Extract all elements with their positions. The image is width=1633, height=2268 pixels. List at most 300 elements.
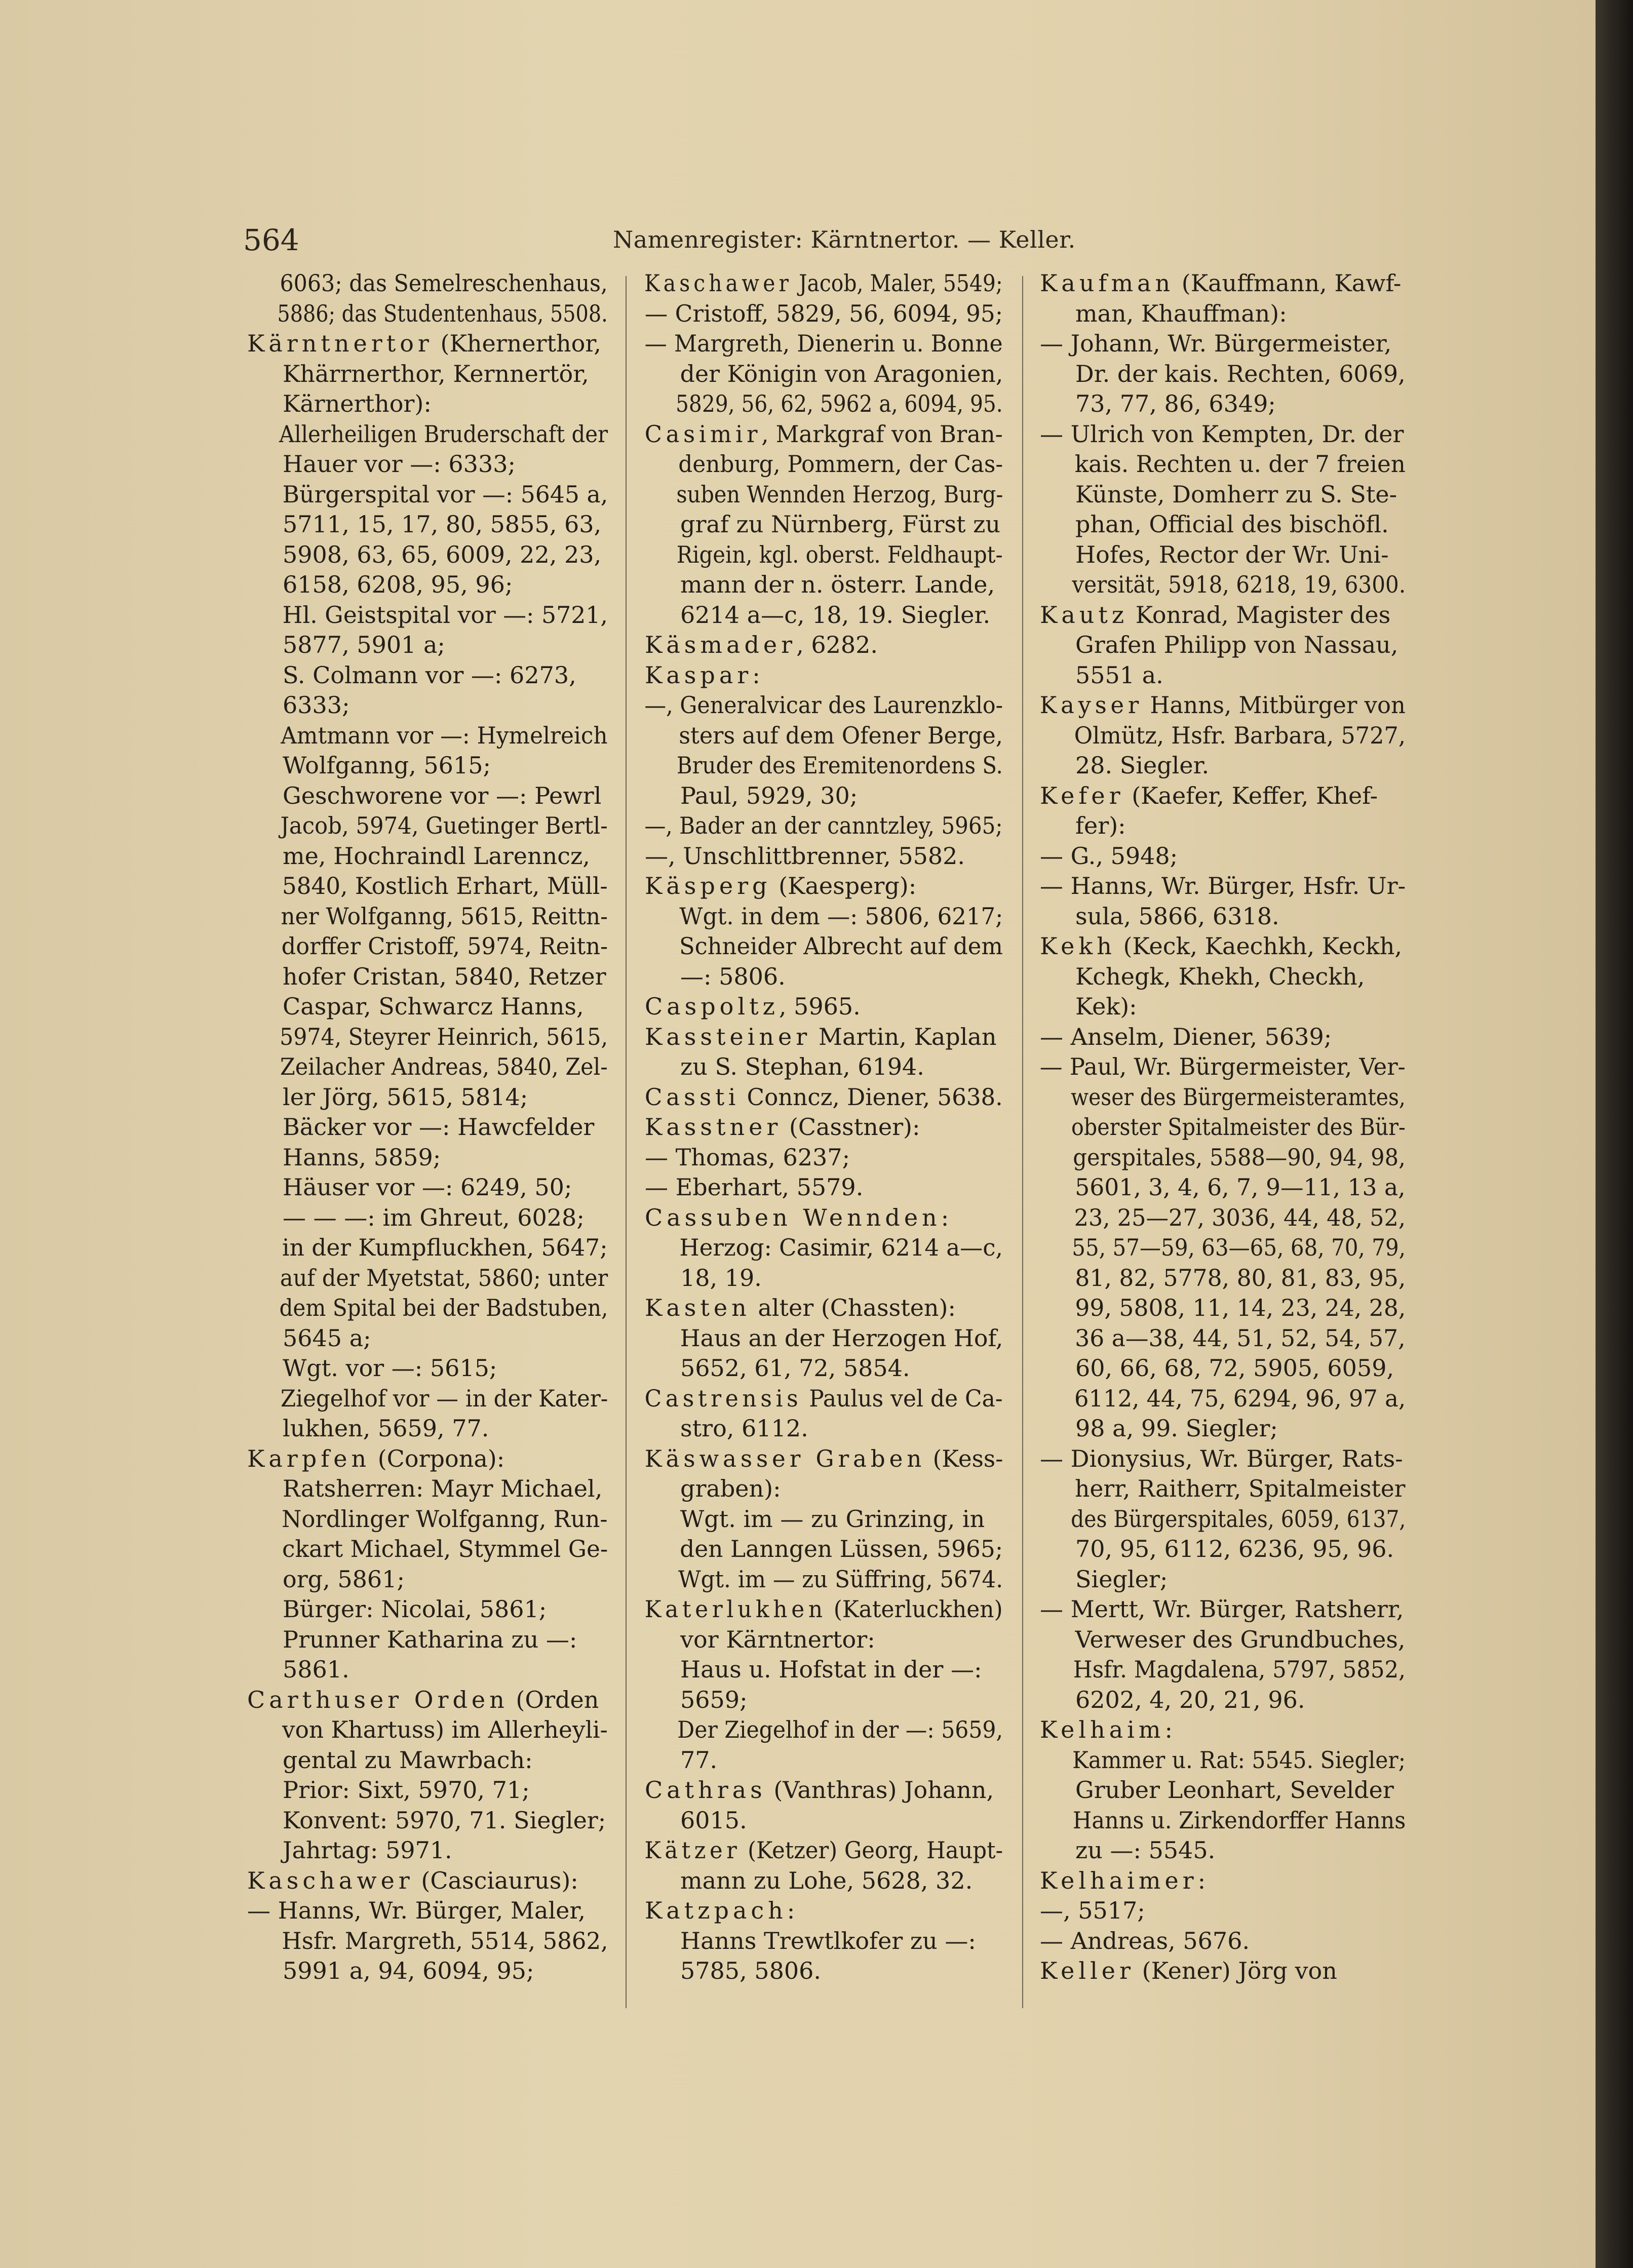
entry-text: der Königin von Aragonien, bbox=[680, 360, 1003, 387]
entry-text: — Dionysius, Wr. Bürger, Rats- bbox=[1040, 1444, 1403, 1472]
entry-headword: Castrensis bbox=[644, 1384, 802, 1412]
index-continuation-line bbox=[641, 1565, 1003, 1595]
entry-text: — Ulrich von Kempten, Dr. der bbox=[1040, 420, 1404, 448]
entry-text: : bbox=[752, 661, 760, 689]
entry-headword: Kasstner bbox=[645, 1113, 782, 1141]
index-continuation-line bbox=[243, 299, 608, 329]
entry-text: 6202, 4, 20, 21, 96. bbox=[1075, 1686, 1305, 1713]
entry-headword: Cathras bbox=[645, 1776, 766, 1804]
entry-text: Kek): bbox=[1075, 993, 1137, 1020]
index-continuation-line bbox=[641, 1233, 1003, 1263]
entry-text: Kchegk, Khekh, Checkh, bbox=[1075, 962, 1365, 990]
entry-text: (Casstner): bbox=[782, 1113, 920, 1141]
index-continuation-line bbox=[243, 781, 608, 811]
entry-text: Der Ziegelhof in der —: 5659, bbox=[677, 1716, 1003, 1743]
index-continuation-line bbox=[641, 1534, 1003, 1565]
index-continuation-line bbox=[641, 449, 1003, 480]
index-continuation-line bbox=[1036, 1806, 1406, 1836]
entry-text: Ziegelhof vor — in der Kater- bbox=[280, 1384, 608, 1412]
entry-text: —, Unschlittbrenner, 5582. bbox=[645, 842, 965, 870]
index-continuation-line bbox=[641, 389, 1003, 419]
index-continuation-line bbox=[641, 600, 1003, 631]
entry-headword: Kasten bbox=[645, 1294, 751, 1321]
entry-text: Hanns, 5859; bbox=[283, 1143, 441, 1171]
entry-text: Kärnerthor): bbox=[283, 390, 432, 417]
column-divider-1 bbox=[626, 276, 627, 2008]
entry-headword: Käsmader bbox=[645, 631, 797, 658]
index-continuation-line bbox=[641, 690, 1003, 721]
index-entry-line bbox=[641, 871, 1003, 902]
entry-text: herr, Raitherr, Spitalmeister bbox=[1075, 1475, 1406, 1502]
entry-text: 98 a, 99. Siegler; bbox=[1075, 1415, 1278, 1442]
entry-headword: Kätzer bbox=[644, 1836, 741, 1864]
index-entry-line bbox=[243, 329, 608, 359]
index-entry-line bbox=[1036, 1715, 1406, 1745]
index-entry-line bbox=[641, 419, 1003, 450]
entry-text: 6214 a—c, 18, 19. Siegler. bbox=[680, 601, 991, 629]
index-continuation-line bbox=[641, 1353, 1003, 1384]
entry-headword: Kayser bbox=[1039, 691, 1143, 719]
index-continuation-line bbox=[243, 1353, 608, 1384]
entry-text: graf zu Nürnberg, Fürst zu bbox=[680, 511, 1000, 538]
entry-text: : bbox=[787, 1897, 795, 1924]
entry-text: man, Khauffman): bbox=[1075, 299, 1287, 327]
entry-text: gerspitales, 5588—90, 94, 98, bbox=[1073, 1143, 1406, 1171]
index-continuation-line bbox=[641, 359, 1001, 389]
index-entry-line bbox=[243, 1444, 608, 1474]
entry-text: Siegler; bbox=[1075, 1565, 1168, 1593]
index-continuation-line bbox=[243, 1022, 608, 1052]
index-entry-line bbox=[641, 1775, 1003, 1806]
entry-text: Hofes, Rector der Wr. Uni- bbox=[1075, 540, 1389, 568]
entry-text: Hanns Trewtlkofer zu —: bbox=[680, 1927, 976, 1954]
entry-text: des Bürgerspitales, 6059, 6137, bbox=[1071, 1505, 1406, 1533]
index-continuation-line bbox=[1036, 1414, 1406, 1444]
entry-headword: Casimir bbox=[644, 420, 762, 448]
index-continuation-line bbox=[243, 841, 608, 872]
index-continuation-line bbox=[243, 1625, 608, 1655]
entry-text: Kammer u. Rat: 5545. Siegler; bbox=[1072, 1746, 1406, 1774]
entry-headword: Kaschawer bbox=[644, 269, 793, 297]
index-continuation-line bbox=[1036, 871, 1405, 902]
index-entry-line bbox=[641, 1835, 1003, 1866]
entry-text: 5974, Steyrer Heinrich, 5615, bbox=[280, 1023, 608, 1050]
index-continuation-line bbox=[641, 299, 1003, 329]
index-continuation-line bbox=[1036, 1444, 1406, 1474]
entry-text: zu —: 5545. bbox=[1075, 1836, 1216, 1864]
entry-text: stro, 6112. bbox=[680, 1415, 808, 1442]
entry-text: 5829, 56, 62, 5962 a, 6094, 95. bbox=[676, 390, 1003, 417]
entry-text: mann zu Lohe, 5628, 32. bbox=[680, 1866, 973, 1894]
index-continuation-line bbox=[243, 1715, 608, 1745]
entry-text: 5785, 5806. bbox=[680, 1957, 821, 1984]
index-continuation-line bbox=[1036, 1022, 1406, 1052]
entry-text: Wgt. im — zu Grinzing, in bbox=[680, 1505, 985, 1533]
index-continuation-line bbox=[1036, 1504, 1406, 1535]
entry-text: S. Colmann vor —: 6273, bbox=[283, 661, 576, 689]
entry-text: 73, 77, 86, 6349; bbox=[1075, 390, 1276, 417]
entry-headword: Kaschawer bbox=[247, 1866, 414, 1894]
index-continuation-line bbox=[641, 931, 1003, 962]
index-continuation-line bbox=[641, 1655, 1003, 1685]
scan-margin-strip bbox=[1596, 0, 1633, 2268]
entry-text: (Casciaurus): bbox=[413, 1866, 578, 1894]
entry-text: 5908, 63, 65, 6009, 22, 23, bbox=[283, 540, 602, 568]
index-continuation-line bbox=[1036, 1323, 1406, 1354]
entry-text: —, Generalvicar des Laurenzklo- bbox=[644, 691, 1003, 719]
entry-text: 5551 a. bbox=[1075, 661, 1163, 689]
entry-headword: Carthuser Orden bbox=[247, 1686, 509, 1713]
entry-text: 6015. bbox=[680, 1806, 747, 1834]
entry-text: Wolfganng, 5615; bbox=[283, 752, 491, 779]
entry-text: Hsfr. Margreth, 5514, 5862, bbox=[282, 1927, 608, 1954]
entry-text: von Khartuss) im Allerheyli- bbox=[282, 1716, 608, 1743]
entry-headword: Kautz bbox=[1040, 601, 1129, 629]
entry-text: sters auf dem Ofener Berge, bbox=[679, 721, 1003, 749]
index-continuation-line bbox=[1036, 1625, 1404, 1655]
index-entry-line bbox=[1036, 931, 1406, 962]
index-continuation-line bbox=[243, 660, 608, 691]
index-continuation-line bbox=[243, 1172, 608, 1203]
entry-text: denburg, Pommern, der Cas- bbox=[678, 450, 1003, 478]
entry-text: Amtmann vor —: Hymelreich bbox=[281, 721, 608, 749]
entry-text: in der Kumpfluckhen, 5647; bbox=[282, 1234, 608, 1261]
entry-headword: Käsperg bbox=[645, 872, 771, 900]
entry-text: 6112, 44, 75, 6294, 96, 97 a, bbox=[1074, 1384, 1406, 1412]
entry-headword: Kärntnertor bbox=[247, 330, 433, 357]
index-entry-line bbox=[641, 1444, 1003, 1474]
entry-text: Allerheiligen Bruderschaft der bbox=[279, 420, 608, 448]
index-continuation-line bbox=[1036, 1565, 1406, 1595]
index-continuation-line bbox=[641, 1926, 1003, 1957]
index-continuation-line bbox=[243, 1806, 608, 1836]
entry-text: Haus u. Hofstat in der —: bbox=[680, 1656, 982, 1683]
index-continuation-line bbox=[641, 721, 1003, 751]
index-continuation-line bbox=[243, 1504, 608, 1535]
index-continuation-line bbox=[1036, 480, 1406, 510]
entry-text: (Kaefer, Keffer, Khef- bbox=[1124, 781, 1378, 809]
index-continuation-line bbox=[243, 902, 608, 932]
entry-text: Martin, Kaplan bbox=[811, 1023, 997, 1050]
entry-text: lukhen, 5659, 77. bbox=[283, 1415, 489, 1442]
index-continuation-line bbox=[1036, 1655, 1406, 1685]
entry-text: 5659; bbox=[680, 1686, 748, 1713]
entry-text: 5645 a; bbox=[283, 1324, 371, 1352]
entry-text: Haus an der Herzogen Hof, bbox=[680, 1324, 1003, 1352]
entry-headword: Caspoltz bbox=[645, 993, 779, 1020]
entry-text: mann der n. österr. Lande, bbox=[680, 571, 995, 598]
index-entry-line bbox=[1036, 690, 1406, 721]
entry-text: ckart Michael, Stymmel Ge- bbox=[282, 1535, 608, 1562]
entry-text: : bbox=[941, 1203, 949, 1231]
index-continuation-line bbox=[641, 1263, 1003, 1294]
entry-text: (Keck, Kaechkh, Keckh, bbox=[1115, 932, 1403, 960]
index-continuation-line bbox=[1036, 811, 1406, 841]
index-continuation-line bbox=[1036, 1203, 1406, 1233]
index-continuation-line bbox=[1036, 1685, 1406, 1715]
entry-text: —, 5517; bbox=[1040, 1897, 1145, 1924]
entry-text: Hanns u. Zirkendorffer Hanns bbox=[1072, 1806, 1406, 1834]
index-continuation-line bbox=[641, 1323, 1001, 1354]
entry-text: 6158, 6208, 95, 96; bbox=[283, 571, 513, 598]
index-continuation-line bbox=[641, 1866, 1003, 1896]
index-continuation-line bbox=[1036, 1233, 1406, 1263]
entry-text: Khärrnerthor, Kernnertör, bbox=[283, 360, 589, 387]
running-head: Namenregister: Kärntnertor. — Keller. bbox=[613, 226, 1076, 253]
index-continuation-line bbox=[641, 1956, 1003, 1986]
entry-text: : bbox=[1164, 1716, 1173, 1743]
index-continuation-line bbox=[641, 1052, 1003, 1082]
entry-text: 5861. bbox=[283, 1656, 349, 1683]
entry-text: Prior: Sixt, 5970, 71; bbox=[283, 1776, 530, 1804]
entry-text: 5840, Kostlich Erhart, Müll- bbox=[282, 872, 608, 900]
entry-text: Bürger: Nicolai, 5861; bbox=[283, 1595, 547, 1623]
entry-headword: Karpfen bbox=[247, 1444, 371, 1472]
index-continuation-line bbox=[243, 1655, 608, 1685]
entry-headword: Kekh bbox=[1040, 932, 1116, 960]
entry-text: Konvent: 5970, 71. Siegler; bbox=[283, 1806, 606, 1834]
entry-text: Wgt. in dem —: 5806, 6217; bbox=[679, 902, 1003, 930]
index-entry-line bbox=[641, 268, 1003, 299]
entry-text: Grafen Philipp von Nassau, bbox=[1075, 631, 1398, 658]
entry-text: 6333; bbox=[283, 691, 350, 719]
entry-text: Caspar, Schwarcz Hanns, bbox=[283, 993, 584, 1020]
index-continuation-line bbox=[641, 570, 1003, 600]
index-continuation-line bbox=[243, 811, 608, 841]
entry-text: (Kauffmann, Kawf- bbox=[1174, 269, 1402, 297]
entry-text: sula, 5866, 6318. bbox=[1075, 902, 1279, 930]
index-continuation-line bbox=[243, 1926, 608, 1957]
index-continuation-line bbox=[243, 449, 608, 480]
entry-text: —, Bader an der canntzley, 5965; bbox=[644, 812, 1003, 839]
entry-text: dorffer Cristoff, 5974, Reitn- bbox=[281, 932, 608, 960]
entry-text: Geschworene vor —: Pewrl bbox=[283, 781, 602, 809]
index-continuation-line bbox=[641, 1143, 1003, 1173]
entry-text: Jahrtag: 5971. bbox=[283, 1836, 452, 1864]
index-continuation-line bbox=[243, 630, 608, 660]
index-continuation-line bbox=[1036, 419, 1406, 450]
entry-text: — Eberhart, 5579. bbox=[645, 1174, 864, 1201]
entry-text: versität, 5918, 6218, 19, 6300. bbox=[1072, 571, 1406, 598]
entry-headword: Kassteiner bbox=[645, 1023, 811, 1050]
index-continuation-line bbox=[243, 1293, 608, 1323]
entry-text: Ratsherren: Mayr Michael, bbox=[283, 1475, 603, 1502]
index-continuation-line bbox=[243, 871, 608, 902]
index-entry-line bbox=[1036, 781, 1406, 811]
entry-text: : bbox=[1197, 1866, 1206, 1894]
entry-text: Paul, 5929, 30; bbox=[680, 781, 858, 809]
entry-text: 77. bbox=[680, 1746, 718, 1774]
index-continuation-line bbox=[243, 1775, 608, 1806]
entry-text: oberster Spitalmeister des Bür- bbox=[1071, 1113, 1406, 1141]
entry-text: 5601, 3, 4, 6, 7, 9—11, 13 a, bbox=[1075, 1174, 1406, 1201]
entry-text: , 5965. bbox=[779, 993, 861, 1020]
index-continuation-line bbox=[243, 480, 608, 510]
entry-text: kais. Rechten u. der 7 freien bbox=[1074, 450, 1406, 478]
entry-text: Verweser des Grundbuches, bbox=[1075, 1625, 1406, 1653]
index-column-1 bbox=[243, 268, 608, 1986]
index-continuation-line bbox=[243, 1233, 608, 1263]
entry-text: Wgt. vor —: 5615; bbox=[283, 1354, 497, 1382]
entry-headword: Kelhaim bbox=[1040, 1716, 1165, 1743]
entry-text: (Kener) Jörg von bbox=[1135, 1957, 1337, 1984]
index-continuation-line bbox=[243, 1835, 608, 1866]
entry-text: Bäcker vor —: Hawcfelder bbox=[283, 1113, 595, 1141]
index-continuation-line bbox=[243, 1263, 608, 1294]
entry-text: — Hanns, Wr. Bürger, Maler, bbox=[247, 1897, 586, 1924]
entry-text: 5711, 15, 17, 80, 5855, 63, bbox=[283, 511, 602, 538]
index-continuation-line bbox=[1036, 1384, 1406, 1414]
index-entry-line bbox=[641, 1293, 1003, 1323]
index-continuation-line bbox=[641, 510, 1003, 540]
index-continuation-line bbox=[641, 1745, 1003, 1776]
entry-text: Hl. Geistspital vor —: 5721, bbox=[282, 601, 608, 629]
entry-text: Schneider Albrecht auf dem bbox=[679, 932, 1003, 960]
index-continuation-line bbox=[1036, 660, 1406, 691]
entry-headword: Käswasser Graben bbox=[644, 1444, 926, 1472]
entry-text: (Corpona): bbox=[370, 1444, 505, 1472]
index-continuation-line bbox=[243, 751, 608, 781]
index-continuation-line bbox=[1036, 1594, 1406, 1625]
entry-text: — Cristoff, 5829, 56, 6094, 95; bbox=[644, 299, 1003, 327]
entry-text: , 6282. bbox=[796, 631, 878, 658]
index-continuation-line bbox=[1036, 902, 1406, 932]
index-continuation-line bbox=[1036, 1082, 1406, 1113]
entry-text: — Andreas, 5676. bbox=[1040, 1927, 1250, 1954]
entry-text: Hsfr. Magdalena, 5797, 5852, bbox=[1073, 1656, 1406, 1683]
entry-text: suben Wennden Herzog, Burg- bbox=[676, 480, 1003, 508]
index-continuation-line bbox=[641, 1474, 1003, 1504]
entry-text: Prunner Katharina zu —: bbox=[283, 1625, 577, 1653]
index-continuation-line bbox=[243, 992, 608, 1022]
entry-text: — G., 5948; bbox=[1040, 842, 1178, 870]
index-continuation-line bbox=[1036, 1293, 1406, 1323]
index-column-2 bbox=[641, 268, 1003, 1986]
entry-text: Hauer vor —: 6333; bbox=[283, 450, 516, 478]
index-continuation-line bbox=[1036, 962, 1406, 992]
entry-text: , Markgraf von Bran- bbox=[761, 420, 1003, 448]
entry-text: Nordlinger Wolfganng, Run- bbox=[282, 1505, 608, 1533]
index-continuation-line bbox=[1036, 1775, 1406, 1806]
page-number: 564 bbox=[243, 223, 299, 257]
entry-text: alter (Chassten): bbox=[750, 1294, 956, 1321]
entry-text: (Katerluckhen) bbox=[826, 1595, 1003, 1623]
index-continuation-line bbox=[1036, 1926, 1406, 1957]
entry-text: Bürgerspital vor —: 5645 a, bbox=[282, 480, 608, 508]
entry-text: 23, 25—27, 3036, 44, 48, 52, bbox=[1074, 1203, 1406, 1231]
index-entry-line bbox=[1036, 1866, 1406, 1896]
entry-text: weser des Bürgermeisteramtes, bbox=[1071, 1083, 1406, 1111]
entry-text: Wgt. im — zu Süffring, 5674. bbox=[678, 1565, 1003, 1593]
entry-text: (Kess- bbox=[925, 1444, 1003, 1472]
index-entry-line bbox=[641, 1112, 1003, 1143]
index-entry-line bbox=[641, 1203, 1003, 1233]
entry-text: Konrad, Magister des bbox=[1128, 601, 1391, 629]
entry-text: Bruder des Eremitenordens S. bbox=[676, 752, 1003, 779]
index-continuation-line bbox=[1036, 1353, 1406, 1384]
entry-text: (Kaesperg): bbox=[771, 872, 917, 900]
index-continuation-line bbox=[243, 931, 608, 962]
index-continuation-line bbox=[641, 1715, 1003, 1745]
entry-text: graben): bbox=[680, 1475, 781, 1502]
entry-text: vor Kärntnertor: bbox=[680, 1625, 875, 1653]
index-continuation-line bbox=[243, 690, 608, 721]
entry-text: — — —: im Ghreut, 6028; bbox=[283, 1203, 585, 1231]
entry-text: 5991 a, 94, 6094, 95; bbox=[283, 1957, 534, 1984]
entry-text: Zeilacher Andreas, 5840, Zel- bbox=[280, 1053, 608, 1080]
entry-text: 28. Siegler. bbox=[1075, 752, 1210, 779]
entry-text: Conncz, Diener, 5638. bbox=[740, 1083, 1003, 1111]
entry-text: auf der Myetstat, 5860; unter bbox=[280, 1264, 608, 1292]
index-continuation-line bbox=[641, 962, 1003, 992]
index-continuation-line bbox=[641, 1625, 1003, 1655]
index-continuation-line bbox=[1036, 1263, 1406, 1294]
index-continuation-line bbox=[641, 841, 1003, 872]
index-continuation-line bbox=[641, 540, 1003, 570]
entry-text: — Paul, Wr. Bürgermeister, Ver- bbox=[1039, 1053, 1406, 1080]
index-continuation-line bbox=[1036, 1835, 1406, 1866]
index-continuation-line bbox=[641, 811, 1003, 841]
index-entry-line bbox=[641, 660, 1003, 691]
index-entry-line bbox=[1036, 1956, 1406, 1986]
index-continuation-line bbox=[641, 1172, 1003, 1203]
index-continuation-line bbox=[641, 1685, 1003, 1715]
index-continuation-line bbox=[243, 359, 608, 389]
index-continuation-line bbox=[641, 1806, 1003, 1836]
index-continuation-line bbox=[243, 1112, 608, 1143]
index-continuation-line bbox=[1036, 1172, 1406, 1203]
index-entry-line bbox=[641, 992, 1003, 1022]
index-continuation-line bbox=[243, 1896, 608, 1926]
entry-text: gental zu Mawrbach: bbox=[283, 1746, 533, 1774]
entry-headword: Keller bbox=[1040, 1957, 1135, 1984]
index-continuation-line bbox=[1036, 359, 1405, 389]
index-continuation-line bbox=[641, 1504, 1003, 1535]
index-continuation-line bbox=[243, 1203, 608, 1233]
index-continuation-line bbox=[243, 389, 608, 419]
index-continuation-line bbox=[1036, 540, 1406, 570]
index-continuation-line bbox=[641, 902, 1003, 932]
index-continuation-line bbox=[243, 419, 608, 450]
index-continuation-line bbox=[243, 1565, 608, 1595]
entry-text: Herzog: Casimir, 6214 a—c, bbox=[679, 1234, 1003, 1261]
entry-headword: Cassti bbox=[644, 1083, 740, 1111]
entry-text: org, 5861; bbox=[283, 1565, 405, 1593]
entry-text: Jacob, 5974, Guetinger Bertl- bbox=[280, 812, 608, 839]
entry-text: Künste, Domherr zu S. Ste- bbox=[1075, 480, 1397, 508]
index-continuation-line bbox=[1036, 630, 1406, 660]
entry-text: 70, 95, 6112, 6236, 95, 96. bbox=[1075, 1535, 1394, 1562]
index-entry-line bbox=[641, 1384, 1003, 1414]
entry-headword: Kelhaimer bbox=[1040, 1866, 1198, 1894]
index-continuation-line bbox=[243, 1745, 608, 1776]
index-continuation-line bbox=[1036, 329, 1406, 359]
index-continuation-line bbox=[641, 781, 1003, 811]
entry-text: ler Jörg, 5615, 5814; bbox=[283, 1083, 528, 1111]
entry-text: 99, 5808, 11, 14, 23, 24, 28, bbox=[1075, 1294, 1406, 1321]
page-header bbox=[243, 223, 1418, 257]
entry-text: den Lanngen Lüssen, 5965; bbox=[680, 1535, 1003, 1562]
index-continuation-line bbox=[243, 1384, 608, 1414]
entry-headword: Kaufman bbox=[1040, 269, 1175, 297]
entry-text: ner Wolfganng, 5615, Reittn- bbox=[281, 902, 608, 930]
index-entry-line bbox=[243, 1685, 608, 1715]
index-continuation-line bbox=[1036, 1474, 1406, 1504]
index-entry-line bbox=[641, 1082, 1003, 1113]
entry-text: Olmütz, Hsfr. Barbara, 5727, bbox=[1074, 721, 1406, 749]
index-continuation-line bbox=[1036, 1143, 1406, 1173]
index-continuation-line bbox=[1036, 1534, 1406, 1565]
